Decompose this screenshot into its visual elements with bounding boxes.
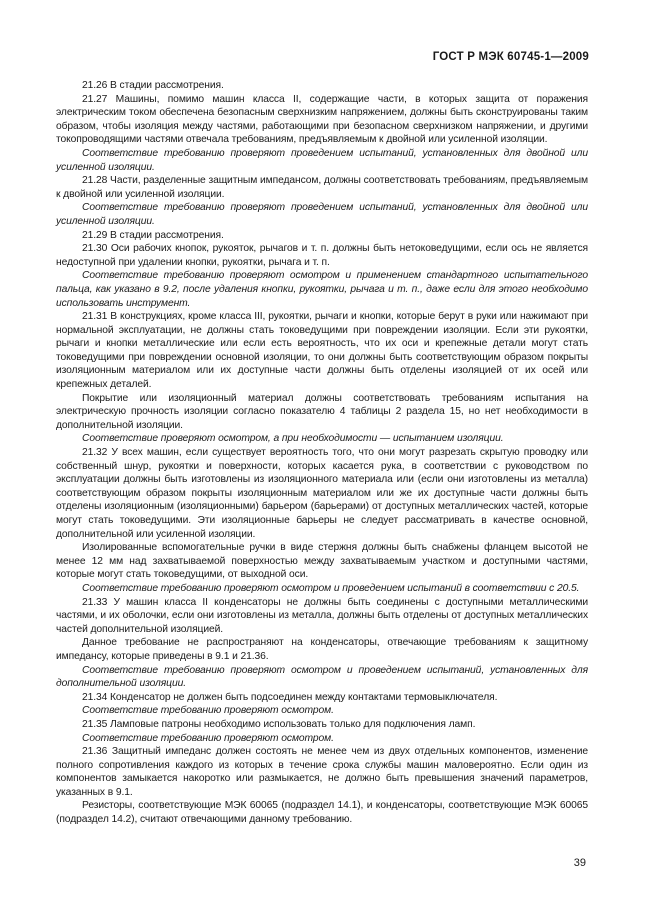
compliance-note-paragraph: Соответствие требованию проверяют осмотром и проведением испытаний, установленных для дополнительной изоляции. (56, 664, 588, 690)
clause-paragraph: 21.30 Оси рабочих кнопок, рукояток, рычагов и т. п. должны быть нетоковедущими, если ось не является недоступной при удалении кнопки, рукоятки, рычага и т. п. (56, 243, 588, 268)
clause-paragraph: 21.33 У машин класса II конденсаторы не должны быть соединены с доступными металлическими частями, и их оболочки, если они изготовлены из металла, должны быть отделены от доступных металлических частей дополнительной изоляцией. (56, 596, 588, 635)
clause-paragraph: Покрытие или изоляционный материал должны соответствовать требованиям испытания на электрическую прочность изоляции согласно показателю 4 таблицы 2 раздела 15, но нет необходимости в дополнительной изоляции. (56, 392, 588, 431)
clause-paragraph: 21.31 В конструкциях, кроме класса III, рукоятки, рычаги и кнопки, которые берут в руки или нажимают при нормальной эксплуатации, не должны стать токоведущими при повреждении изоляции. Если эти рукоятки, рычаги и кнопки металлические или если есть вероятность, что их оси и крепежные детали могут стать токоведущими при повреждении основной изоляции, то они должны быть соответствующим образом покрыты изоляционным материалом или их доступные части должны быть отделены изоляцией от их осей или крепежных деталей. (56, 311, 588, 391)
compliance-note-paragraph: Соответствие требованию проверяют осмотром. (82, 705, 334, 717)
compliance-note-paragraph: Соответствие требованию проверяют осмотром и применением стандартного испытательного пальца, как указано в 9.2, после удаления кнопки, рукоятки, рычага и т. п., даже если для этого необходимо использовать инструмент. (56, 270, 588, 309)
clause-paragraph: 21.26 В стадии рассмотрения. (82, 80, 224, 91)
clause-paragraph: Данное требование не распространяют на конденсаторы, отвечающие требованиям к защитному импедансу, которые приведены в 9.1 и 21.36. (56, 637, 588, 662)
clause-paragraph: 21.36 Защитный импеданс должен состоять не менее чем из двух отдельных компонентов, изменение полного сопротивления каждого из которых в течение срока службы машин маловероятно. Если один из компонентов замыкается накоротко или размыкается, не должно быть превышения значений параметров, указанных в 9.1. (56, 746, 588, 798)
compliance-note-paragraph: Соответствие требованию проверяют проведением испытаний, установленных для двойной или усиленной изоляции. (56, 202, 588, 227)
document-body (56, 79, 588, 827)
compliance-note-paragraph: Соответствие требованию проверяют осмотром. (82, 732, 334, 744)
clause-paragraph: 21.32 У всех машин, если существует вероятность того, что они могут разрезать скрытую проводку или собственный шнур, рукоятки и поверхности, которых касается рука, в соответствии с руководством по эксплуатации должны быть изготовлены из изоляционного материала или (если они изготовлены из металла) соответствующим образом покрыты изоляционным материалом или же их доступные части должны быть отделены изоляционным (изоляционными) барьером (барьерами) от доступных металлических частей, которые могут стать токоведущими. Эти изоляционные барьеры не следует рассматривать в качестве основной, дополнительной или усиленной изоляции. (56, 447, 588, 540)
compliance-note-paragraph: Соответствие проверяют осмотром, а при необходимости — испытанием изоляции. (82, 433, 504, 445)
compliance-note-paragraph: Соответствие требованию проверяют осмотром и проведением испытаний в соответствии с 20.5. (82, 582, 580, 594)
clause-paragraph: 21.34 Конденсатор не должен быть подсоединен между контактами термовыключателя. (82, 691, 498, 703)
clause-paragraph: Резисторы, соответствующие МЭК 60065 (подраздел 14.1), и конденсаторы, соответствующие МЭК 60065 (подраздел 14.2), считают отвечающими данному требованию. (56, 800, 588, 826)
clause-paragraph: 21.35 Ламповые патроны необходимо использовать только для подключения ламп. (82, 718, 476, 730)
page-number: 39 (573, 857, 586, 869)
compliance-note-paragraph: Соответствие требованию проверяют проведением испытаний, установленных для двойной или усиленной изоляции. (56, 147, 588, 173)
clause-paragraph: 21.27 Машины, помимо машин класса II, содержащие части, в которых защита от поражения электрическим током обеспечена безопасным сверхнизким напряжением, должны быть сконструированы таким образом, чтобы изоляция между частями, работающими при безопасном сверхнизком напряжении, и другими токопроводящими частями отвечала требованиям, предъявляемым к двойной или усиленной изоляции. (56, 93, 588, 146)
clause-paragraph: 21.28 Части, разделенные защитным импедансом, должны соответствовать требованиям, предъявляемым к двойной или усиленной изоляции. (56, 175, 588, 200)
clause-paragraph: Изолированные вспомогательные ручки в виде стержня должны быть снабжены фланцем высотой не менее 12 мм над захватываемой поверхностью между захватываемым участком и доступными частями, которые могут стать токоведущими, от выходной оси. (56, 542, 588, 581)
standard-header: ГОСТ Р МЭК 60745-1—2009 (432, 51, 589, 63)
clause-paragraph: 21.29 В стадии рассмотрения. (82, 229, 224, 241)
